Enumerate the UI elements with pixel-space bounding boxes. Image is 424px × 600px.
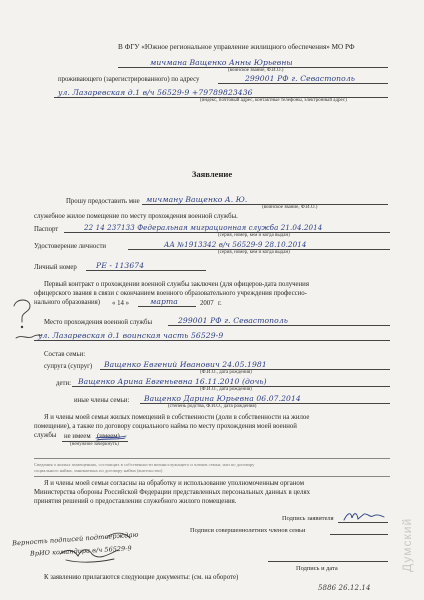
family-label: Состав семьи: [44,351,86,358]
addressee-line: В ФГУ «Южное региональное управление жилищного обеспечения» МО РФ [118,43,355,51]
address-caption: (индекс, почтовый адрес, контактные телефоны, электронный адрес) [200,98,347,103]
underline [168,325,390,326]
contract-line-1: Первый контракт о прохождении военной службы заключен (для офицеров-дата получения [44,281,309,288]
margin-note-certification: Верность подписей подтверждаю [11,530,139,548]
others-handwritten: Ващенко Дарина Юрьевна 06.07.2014 [144,394,301,403]
children-handwritten: Ващенко Арина Евгеньевна 16.11.2010 (дочь) [78,377,267,386]
signature-date-label: Подпись и дата [296,565,338,572]
passport-handwritten: 22 14 237133 Федеральная миграционная служба 21.04.2014 [84,223,323,232]
housing-line: служебное жилое помещение по месту прохождения военной службы. [34,213,238,220]
others-caption: (степень родства, Ф.И.О., дата рождения) [168,404,257,409]
consent-line-2: Министерства обороны Российской Федерации представленных персональных данных в целях [34,489,310,496]
rank-caption: (воинское звание, Ф.И.О.) [228,68,284,73]
consent-line-1: Я и члены моей семьи согласны на обработку и использование уполномоченным органом [44,480,304,487]
address-handwritten-1: 299001 РФ г. Севастополь [245,74,356,83]
contract-line-2: офицерского звания в связи с окончанием военного образовательного учреждения профессио- [34,290,307,297]
request-handwritten: мичману Ващенко А. Ю. [146,195,248,204]
address-handwritten-2: ул. Лазаревская д.1 в/ч 56529-9 +79789823436 [58,88,253,97]
applicant-name-handwritten: мичмана Ващенко Анны Юрьевны [150,58,293,67]
service-label: Место прохождения военной службы [44,319,153,326]
underline [34,340,390,341]
certifying-signature [8,530,148,564]
declaration-not-have: не имеем [64,433,91,440]
contract-line-3: нального образования) [34,299,101,306]
spouse-caption: (Ф.И.О., дата рождения) [200,370,252,375]
personal-number-label: Личный номер [34,264,77,271]
signature-line [268,561,388,562]
margin-scribble [14,330,44,342]
service-handwritten-1: 299001 РФ г. Севастополь [178,316,289,325]
spouse-handwritten: Ващенко Евгений Иванович 24.05.1981 [104,360,267,369]
applicant-signature-label: Подпись заявителя [282,515,334,522]
contract-year-suffix: г. [218,300,222,307]
consent-line-3: принятия решений о предоставлении служебного жилого помещения. [34,498,237,505]
underline [218,83,388,84]
declaration-line-2: помещение), а также по договору социального найма по месту прохождения моей военной [34,423,297,430]
contract-year: 2007 [200,300,214,307]
housing-details-line-2: социального найма, занимаемых по договору найма (жительство) [34,468,163,473]
spouse-label: супруга (супруг) [44,363,93,370]
underline [86,270,206,271]
underline [138,306,196,307]
residence-label: проживающего (зарегистрированного) по адресу [58,76,200,83]
contract-month-handwritten: марта [150,297,178,306]
id-label: Удостоверение личности [34,243,107,250]
children-label: дети: [56,380,71,387]
declaration-line-3: службы [34,432,57,439]
declaration-caption: (ненужное зачеркнуть) [70,442,119,447]
declaration-line-1: Я и члены моей семьи жилых помещений в собственности (доли в собственности на жилое [44,414,310,421]
registration-handwritten: 5886 26.12.14 [318,584,371,592]
contract-day: « 14 » [112,300,129,307]
family-signatures-label: Подписи совершеннолетних членов семьи [190,527,306,534]
id-handwritten: АА №1913342 в/ч 56529-9 28.10.2014 [164,240,307,249]
personal-number-handwritten: РЕ - 113674 [96,261,145,270]
divider [34,458,390,459]
question-mark-annotation [8,296,36,332]
applicant-signature [342,510,386,523]
housing-details-line-1: Сведения о жилых помещениях, состоящих в собственности военнослужащего и членов семьи, или по договору [34,462,255,467]
watermark-text: Думский [400,517,414,572]
request-label: Прошу предоставить мне [66,198,140,205]
others-label: иные члены семьи: [74,397,130,404]
passport-label: Паспорт [34,226,59,233]
document-title: Заявление [191,169,233,179]
service-handwritten-2: ул. Лазаревская д.1 воинская часть 56529-9 [38,331,224,340]
divider [34,476,390,477]
signature-line [330,534,388,535]
id-caption: (серия, номер, кем и когда выдан) [218,250,290,255]
children-caption: (Ф.И.О., дата рождения) [200,387,252,392]
request-caption: (воинское звание, Ф.И.О.) [262,205,318,210]
margin-note-commander: ВрИО командира в/ч 56529-9 [29,544,132,558]
attachments-line: К заявлению прилагаются следующие документы: (см. на обороте) [44,574,239,581]
passport-caption: (серия, номер, кем и когда выдан) [218,233,290,238]
declaration-have-struck: (имеем) [97,433,120,440]
